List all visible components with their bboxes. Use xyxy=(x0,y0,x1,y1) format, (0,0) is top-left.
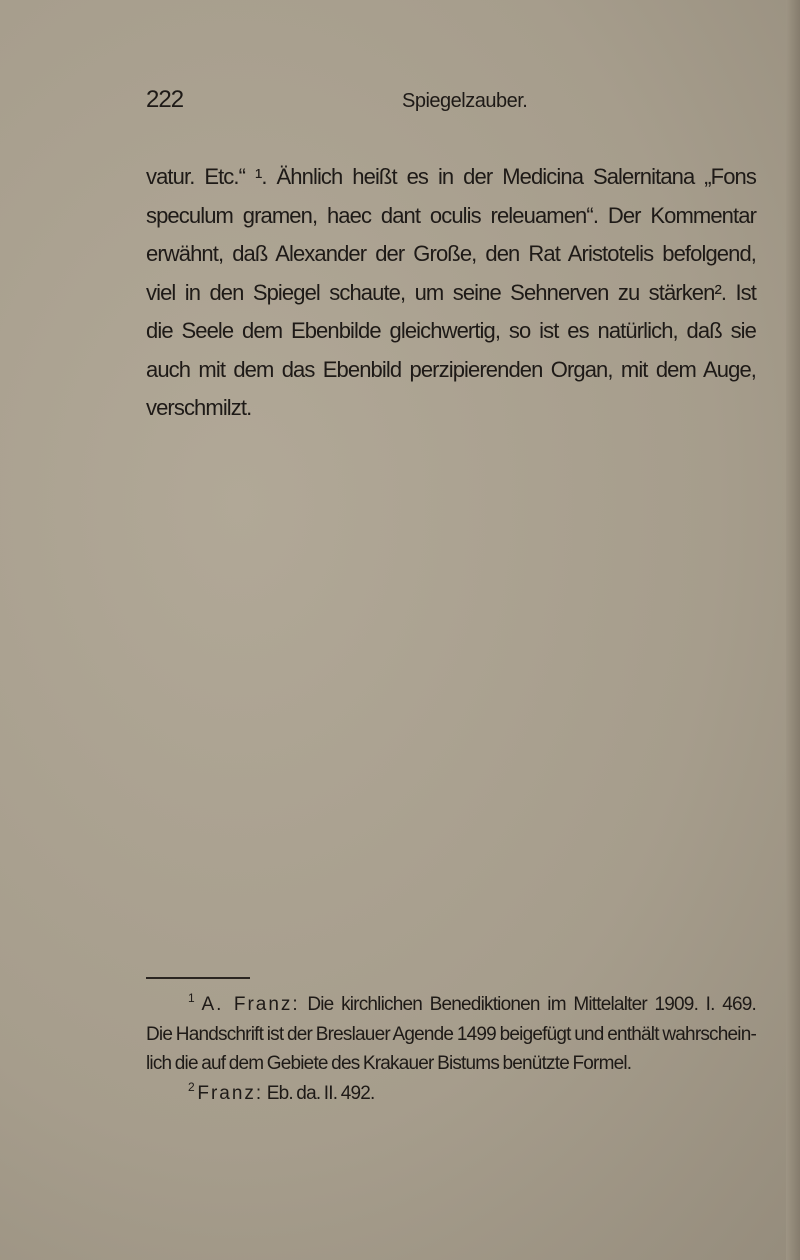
body-line: die Seele dem Ebenbilde gleichwertig, so ist es natürlich, daß sie xyxy=(146,318,756,343)
footnote-line: lich die auf dem Gebiete des Krakauer Bistums benützte Formel. xyxy=(146,1053,632,1074)
footnotes xyxy=(146,990,756,1108)
body-line: vatur. Etc.“ ¹. Ähnlich heißt es in der Medicina Salernitana „Fons xyxy=(146,164,756,189)
footnote-marker: 2 xyxy=(188,1079,194,1094)
footnote-1 xyxy=(146,990,756,1020)
body-line: verschmilzt. xyxy=(146,395,252,420)
page-edge xyxy=(786,0,800,1260)
footnote-rule xyxy=(146,977,250,979)
footnote-text: Eb. da. II. 492. xyxy=(266,1082,375,1104)
page-number: 222 xyxy=(146,86,184,113)
body-line: viel in den Spiegel schaute, um seine Sehnerven zu stärken². Ist xyxy=(146,279,756,305)
footnote-marker: 1 xyxy=(188,991,194,1005)
footnote-author: Franz: xyxy=(197,1082,264,1104)
running-title: Spiegelzauber. xyxy=(402,90,528,112)
body-line: erwähnt, daß Alexander der Große, den Rat Aristotelis befolgend, xyxy=(146,241,756,266)
body-text xyxy=(146,158,756,428)
body-line: speculum gramen, haec dant oculis releuamen“. Der Kommentar xyxy=(146,202,756,228)
body-line: auch mit dem das Ebenbild perzipierenden Organ, mit dem Auge, xyxy=(146,356,756,382)
footnote-line: Die Handschrift ist der Breslauer Agende 1499 beigefügt und enthält wahrschein- xyxy=(146,1023,756,1045)
footnote-2 xyxy=(146,1079,756,1109)
footnote-text: Die kirchlichen Benediktionen im Mittelalter 1909. I. 469. xyxy=(307,994,757,1015)
footnote-author: A. Franz: xyxy=(201,994,300,1015)
